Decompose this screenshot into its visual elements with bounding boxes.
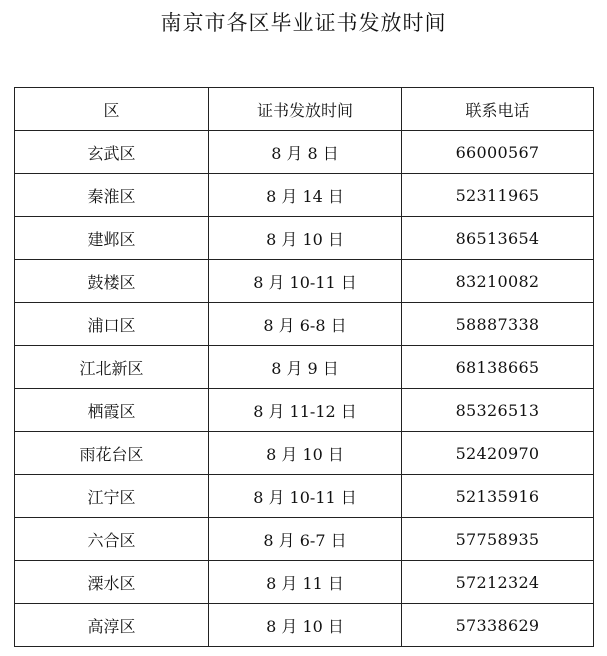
date-cell: 8 月 9 日 (209, 346, 402, 389)
table-row (15, 432, 594, 475)
table-row (15, 475, 594, 518)
district-cell: 玄武区 (15, 131, 209, 174)
district-cell: 浦口区 (15, 303, 209, 346)
phone-cell: 52135916 (402, 475, 594, 518)
phone-cell: 57338629 (402, 604, 594, 647)
phone-cell: 86513654 (402, 217, 594, 260)
date-cell: 8 月 10 日 (209, 217, 402, 260)
table-header-row (15, 88, 594, 131)
header-district: 区 (15, 88, 209, 131)
date-cell: 8 月 10-11 日 (209, 475, 402, 518)
date-cell: 8 月 11-12 日 (209, 389, 402, 432)
date-cell: 8 月 8 日 (209, 131, 402, 174)
header-issue-date: 证书发放时间 (209, 88, 402, 131)
phone-cell: 66000567 (402, 131, 594, 174)
phone-cell: 58887338 (402, 303, 594, 346)
table-row (15, 346, 594, 389)
table-row (15, 389, 594, 432)
table-row (15, 518, 594, 561)
district-cell: 雨花台区 (15, 432, 209, 475)
table-row (15, 174, 594, 217)
table-row (15, 604, 594, 647)
district-cell: 高淳区 (15, 604, 209, 647)
phone-cell: 52311965 (402, 174, 594, 217)
date-cell: 8 月 6-7 日 (209, 518, 402, 561)
phone-cell: 85326513 (402, 389, 594, 432)
phone-cell: 57758935 (402, 518, 594, 561)
district-cell: 溧水区 (15, 561, 209, 604)
phone-cell: 83210082 (402, 260, 594, 303)
date-cell: 8 月 10 日 (209, 604, 402, 647)
date-cell: 8 月 10 日 (209, 432, 402, 475)
phone-cell: 52420970 (402, 432, 594, 475)
phone-cell: 57212324 (402, 561, 594, 604)
date-cell: 8 月 14 日 (209, 174, 402, 217)
certificate-schedule-table (14, 87, 594, 647)
district-cell: 鼓楼区 (15, 260, 209, 303)
phone-cell: 68138665 (402, 346, 594, 389)
header-phone: 联系电话 (402, 88, 594, 131)
district-cell: 六合区 (15, 518, 209, 561)
document-title: 南京市各区毕业证书发放时间 (160, 11, 447, 35)
district-cell: 江北新区 (15, 346, 209, 389)
date-cell: 8 月 10-11 日 (209, 260, 402, 303)
table-row (15, 217, 594, 260)
district-cell: 建邺区 (15, 217, 209, 260)
table-row (15, 131, 594, 174)
district-cell: 秦淮区 (15, 174, 209, 217)
date-cell: 8 月 11 日 (209, 561, 402, 604)
district-cell: 栖霞区 (15, 389, 209, 432)
table-row (15, 303, 594, 346)
district-cell: 江宁区 (15, 475, 209, 518)
date-cell: 8 月 6-8 日 (209, 303, 402, 346)
table-row (15, 561, 594, 604)
table-row (15, 260, 594, 303)
